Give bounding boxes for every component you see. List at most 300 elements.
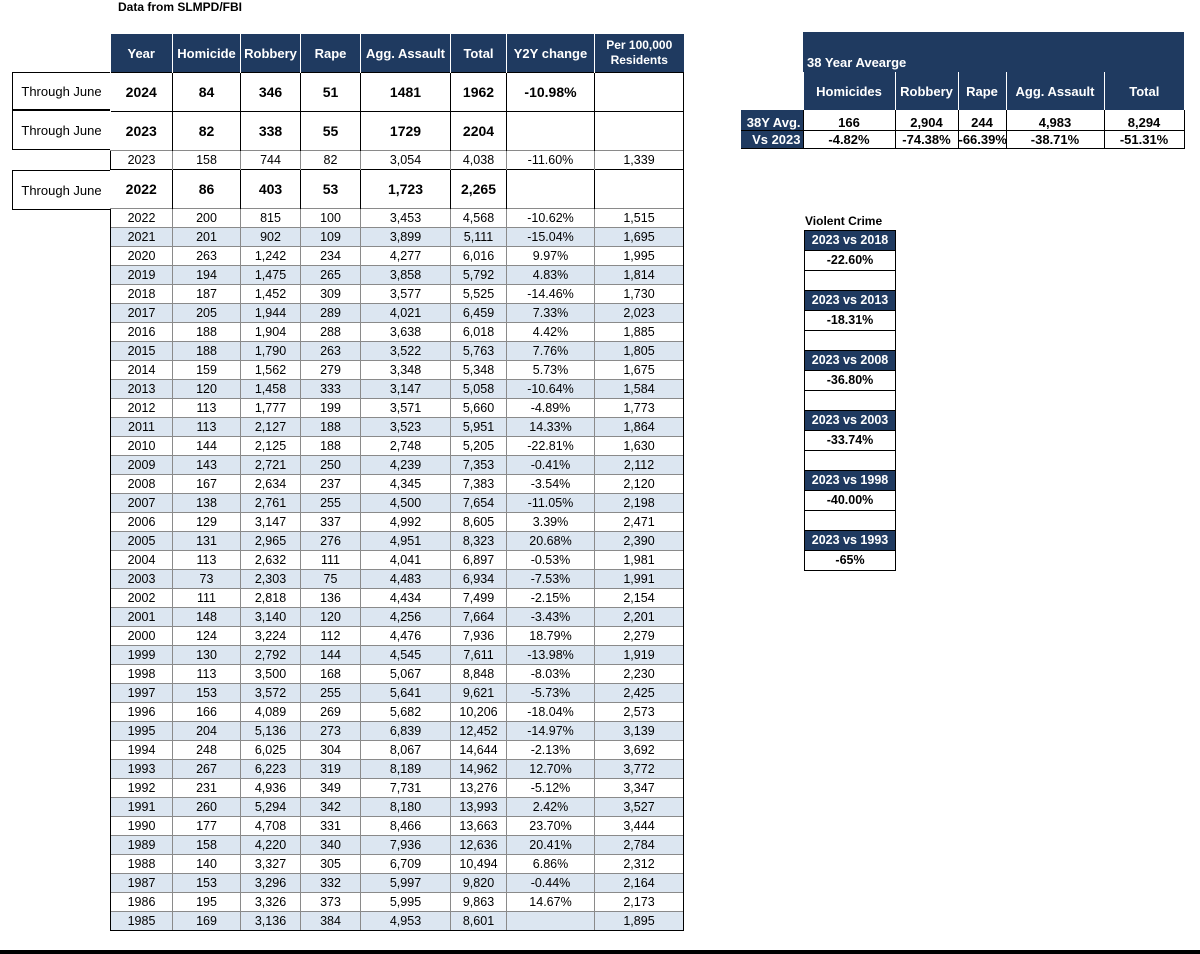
cell-homicide: 188 [173, 342, 241, 361]
cell-rape: 337 [301, 513, 361, 532]
cell-change: -11.60% [507, 151, 595, 170]
cell-per100k: 1,515 [595, 209, 684, 228]
cell-per100k: 3,139 [595, 722, 684, 741]
cell-per100k: 2,173 [595, 893, 684, 912]
cell-change: -2.13% [507, 741, 595, 760]
cell-year: 2005 [111, 532, 173, 551]
cell-change: 6.86% [507, 855, 595, 874]
cell-change: -4.89% [507, 399, 595, 418]
cell-homicide: 260 [173, 798, 241, 817]
cell-assault: 3,858 [361, 266, 451, 285]
cell-change: 20.68% [507, 532, 595, 551]
cell-year: 1990 [111, 817, 173, 836]
cell-change: 2.42% [507, 798, 595, 817]
cell-total: 7,499 [451, 589, 507, 608]
col-header-total: Total [451, 34, 507, 73]
cell-year: 2003 [111, 570, 173, 589]
cell-change: -10.98% [507, 73, 595, 112]
blank-cell [805, 390, 895, 410]
cell-rape: 168 [301, 665, 361, 684]
cell-year: 2020 [111, 247, 173, 266]
cell-per100k: 2,425 [595, 684, 684, 703]
cell-per100k: 2,198 [595, 494, 684, 513]
cell-robbery: 338 [241, 112, 301, 151]
cell-change: -10.64% [507, 380, 595, 399]
cell-rape: 273 [301, 722, 361, 741]
cell-assault: 1481 [361, 73, 451, 112]
cell-assault: 3,899 [361, 228, 451, 247]
cell-assault: 4,239 [361, 456, 451, 475]
cell-homicide: 159 [173, 361, 241, 380]
cell-assault: 4,041 [361, 551, 451, 570]
cell-robbery: 1,458 [241, 380, 301, 399]
cell-robbery: 3,136 [241, 912, 301, 931]
violent-crime-comparison [804, 230, 896, 291]
vs-value: -38.71% [1006, 131, 1104, 149]
table-row [111, 874, 684, 893]
cell-year: 2021 [111, 228, 173, 247]
cell-per100k: 1,695 [595, 228, 684, 247]
cell-year: 1991 [111, 798, 173, 817]
cell-change: -10.62% [507, 209, 595, 228]
cell-total: 10,206 [451, 703, 507, 722]
avg-header-rape: Rape [958, 72, 1006, 110]
table-row [111, 247, 684, 266]
cell-homicide: 263 [173, 247, 241, 266]
cell-total: 4,038 [451, 151, 507, 170]
cell-assault: 5,067 [361, 665, 451, 684]
cell-year: 2001 [111, 608, 173, 627]
cell-year: 1993 [111, 760, 173, 779]
cell-change: -14.97% [507, 722, 595, 741]
cell-homicide: 267 [173, 760, 241, 779]
avg-value: 166 [803, 110, 895, 131]
comparison-value: -65% [805, 550, 895, 570]
comparison-label: 2023 vs 1993 [805, 531, 895, 550]
cell-homicide: 113 [173, 399, 241, 418]
table-row [111, 855, 684, 874]
cell-total: 7,353 [451, 456, 507, 475]
cell-change: 14.67% [507, 893, 595, 912]
source-note: Data from SLMPD/FBI [118, 0, 243, 14]
cell-robbery: 1,904 [241, 323, 301, 342]
cell-assault: 4,483 [361, 570, 451, 589]
vs-value: -4.82% [803, 131, 895, 149]
cell-per100k: 2,573 [595, 703, 684, 722]
cell-total: 9,863 [451, 893, 507, 912]
cell-assault: 4,953 [361, 912, 451, 931]
cell-assault: 4,345 [361, 475, 451, 494]
cell-year: 1998 [111, 665, 173, 684]
cell-homicide: 187 [173, 285, 241, 304]
cell-year: 2015 [111, 342, 173, 361]
cell-total: 2,265 [451, 170, 507, 209]
cell-assault: 8,067 [361, 741, 451, 760]
cell-homicide: 158 [173, 836, 241, 855]
cell-year: 2002 [111, 589, 173, 608]
cell-homicide: 195 [173, 893, 241, 912]
cell-rape: 269 [301, 703, 361, 722]
table-row [111, 779, 684, 798]
cell-homicide: 204 [173, 722, 241, 741]
cell-per100k: 1,805 [595, 342, 684, 361]
cell-homicide: 129 [173, 513, 241, 532]
cell-robbery: 5,136 [241, 722, 301, 741]
comparison-value: -33.74% [805, 430, 895, 450]
cell-robbery: 3,296 [241, 874, 301, 893]
cell-rape: 333 [301, 380, 361, 399]
cell-per100k: 3,772 [595, 760, 684, 779]
cell-total: 6,018 [451, 323, 507, 342]
cell-robbery: 1,562 [241, 361, 301, 380]
cell-homicide: 111 [173, 589, 241, 608]
cell-year: 1997 [111, 684, 173, 703]
cell-robbery: 744 [241, 151, 301, 170]
cell-homicide: 167 [173, 475, 241, 494]
cell-rape: 234 [301, 247, 361, 266]
cell-year: 2004 [111, 551, 173, 570]
cell-rape: 188 [301, 418, 361, 437]
cell-change: 4.83% [507, 266, 595, 285]
cell-robbery: 6,223 [241, 760, 301, 779]
cell-assault: 4,256 [361, 608, 451, 627]
table-row [111, 342, 684, 361]
cell-robbery: 1,452 [241, 285, 301, 304]
cell-year: 1988 [111, 855, 173, 874]
cell-assault: 3,054 [361, 151, 451, 170]
cell-robbery: 346 [241, 73, 301, 112]
table-row [111, 893, 684, 912]
cell-homicide: 248 [173, 741, 241, 760]
cell-rape: 384 [301, 912, 361, 931]
cell-change: -2.15% [507, 589, 595, 608]
table-row [111, 209, 684, 228]
cell-per100k [595, 73, 684, 112]
cell-year: 1995 [111, 722, 173, 741]
cell-robbery: 3,147 [241, 513, 301, 532]
cell-homicide: 138 [173, 494, 241, 513]
cell-total: 8,848 [451, 665, 507, 684]
cell-per100k: 2,390 [595, 532, 684, 551]
cell-per100k [595, 112, 684, 151]
violent-crime-comparison [804, 470, 896, 531]
cell-rape: 263 [301, 342, 361, 361]
table-row [111, 228, 684, 247]
vs-row-label: Vs 2023 [741, 131, 803, 149]
through-june-row [111, 112, 684, 151]
cell-robbery: 1,242 [241, 247, 301, 266]
comparison-label: 2023 vs 2008 [805, 351, 895, 370]
cell-assault: 5,641 [361, 684, 451, 703]
cell-assault: 2,748 [361, 437, 451, 456]
cell-total: 9,820 [451, 874, 507, 893]
comparison-label: 2023 vs 1998 [805, 471, 895, 490]
cell-per100k: 1,885 [595, 323, 684, 342]
cell-change: -0.41% [507, 456, 595, 475]
cell-total: 6,897 [451, 551, 507, 570]
through-june-row [111, 170, 684, 209]
comparison-label: 2023 vs 2018 [805, 231, 895, 250]
col-header-per100k: Per 100,000 Residents [595, 34, 684, 73]
cell-assault: 4,951 [361, 532, 451, 551]
cell-change [507, 912, 595, 931]
cell-rape: 279 [301, 361, 361, 380]
col-header-year: Year [111, 34, 173, 73]
cell-per100k: 2,120 [595, 475, 684, 494]
cell-rape: 276 [301, 532, 361, 551]
cell-year: 2017 [111, 304, 173, 323]
cell-year: 1987 [111, 874, 173, 893]
cell-robbery: 2,125 [241, 437, 301, 456]
cell-assault: 6,709 [361, 855, 451, 874]
cell-rape: 305 [301, 855, 361, 874]
cell-homicide: 177 [173, 817, 241, 836]
cell-rape: 55 [301, 112, 361, 151]
table-row [111, 570, 684, 589]
cell-change: -8.03% [507, 665, 595, 684]
cell-robbery: 1,944 [241, 304, 301, 323]
cell-assault: 5,997 [361, 874, 451, 893]
cell-rape: 188 [301, 437, 361, 456]
cell-per100k: 3,347 [595, 779, 684, 798]
cell-change: -18.04% [507, 703, 595, 722]
table-row [111, 665, 684, 684]
table-row [111, 798, 684, 817]
cell-robbery: 4,708 [241, 817, 301, 836]
blank-cell [805, 510, 895, 530]
cell-year: 2016 [111, 323, 173, 342]
cell-homicide: 158 [173, 151, 241, 170]
cell-per100k: 3,444 [595, 817, 684, 836]
cell-homicide: 82 [173, 112, 241, 151]
cell-change: 18.79% [507, 627, 595, 646]
cell-assault: 1,723 [361, 170, 451, 209]
cell-change: 7.76% [507, 342, 595, 361]
cell-per100k: 3,692 [595, 741, 684, 760]
cell-rape: 255 [301, 494, 361, 513]
cell-homicide: 120 [173, 380, 241, 399]
cell-year: 2024 [111, 73, 173, 112]
cell-total: 5,951 [451, 418, 507, 437]
col-header-robbery: Robbery [241, 34, 301, 73]
table-row [111, 532, 684, 551]
through-june-label: Through June [12, 110, 110, 150]
table-row [111, 551, 684, 570]
cell-assault: 3,522 [361, 342, 451, 361]
cell-rape: 331 [301, 817, 361, 836]
table-row [111, 513, 684, 532]
cell-robbery: 403 [241, 170, 301, 209]
cell-change: -5.12% [507, 779, 595, 798]
cell-per100k: 1,864 [595, 418, 684, 437]
cell-year: 2009 [111, 456, 173, 475]
cell-per100k: 1,584 [595, 380, 684, 399]
cell-change: 9.97% [507, 247, 595, 266]
cell-robbery: 3,327 [241, 855, 301, 874]
comparison-label: 2023 vs 2013 [805, 291, 895, 310]
cell-rape: 112 [301, 627, 361, 646]
cell-rape: 82 [301, 151, 361, 170]
cell-assault: 3,147 [361, 380, 451, 399]
cell-per100k: 1,339 [595, 151, 684, 170]
cell-rape: 51 [301, 73, 361, 112]
cell-robbery: 2,761 [241, 494, 301, 513]
cell-rape: 349 [301, 779, 361, 798]
cell-year: 2022 [111, 209, 173, 228]
table-row [111, 418, 684, 437]
cell-rape: 100 [301, 209, 361, 228]
cell-homicide: 200 [173, 209, 241, 228]
cell-homicide: 148 [173, 608, 241, 627]
avg-value: 4,983 [1006, 110, 1104, 131]
cell-change: -3.54% [507, 475, 595, 494]
violent-crime-title: Violent Crime [805, 214, 883, 228]
cell-total: 5,763 [451, 342, 507, 361]
cell-total: 5,205 [451, 437, 507, 456]
cell-robbery: 3,224 [241, 627, 301, 646]
cell-year: 1994 [111, 741, 173, 760]
cell-robbery: 815 [241, 209, 301, 228]
table-row [111, 684, 684, 703]
cell-homicide: 84 [173, 73, 241, 112]
bottom-border [0, 950, 1200, 954]
cell-robbery: 2,632 [241, 551, 301, 570]
cell-rape: 53 [301, 170, 361, 209]
cell-per100k: 1,630 [595, 437, 684, 456]
cell-rape: 332 [301, 874, 361, 893]
cell-total: 4,568 [451, 209, 507, 228]
comparison-label: 2023 vs 2003 [805, 411, 895, 430]
cell-robbery: 6,025 [241, 741, 301, 760]
cell-per100k: 1,675 [595, 361, 684, 380]
table-row [111, 285, 684, 304]
cell-per100k: 1,995 [595, 247, 684, 266]
cell-total: 14,644 [451, 741, 507, 760]
cell-change: -14.46% [507, 285, 595, 304]
through-june-label: Through June [12, 72, 110, 110]
cell-year: 1985 [111, 912, 173, 931]
cell-robbery: 1,475 [241, 266, 301, 285]
comparison-value: -40.00% [805, 490, 895, 510]
cell-year: 2007 [111, 494, 173, 513]
table-row [111, 151, 684, 170]
avg-value: 244 [958, 110, 1006, 131]
cell-homicide: 231 [173, 779, 241, 798]
cell-robbery: 5,294 [241, 798, 301, 817]
cell-homicide: 124 [173, 627, 241, 646]
cell-total: 12,636 [451, 836, 507, 855]
comparison-value: -22.60% [805, 250, 895, 270]
cell-rape: 109 [301, 228, 361, 247]
cell-rape: 373 [301, 893, 361, 912]
cell-robbery: 2,818 [241, 589, 301, 608]
cell-rape: 342 [301, 798, 361, 817]
crime-table [110, 34, 684, 931]
cell-total: 5,348 [451, 361, 507, 380]
cell-robbery: 2,965 [241, 532, 301, 551]
cell-year: 2000 [111, 627, 173, 646]
cell-year: 1996 [111, 703, 173, 722]
cell-robbery: 3,572 [241, 684, 301, 703]
cell-year: 2008 [111, 475, 173, 494]
cell-homicide: 188 [173, 323, 241, 342]
cell-per100k: 2,312 [595, 855, 684, 874]
cell-rape: 304 [301, 741, 361, 760]
cell-assault: 6,839 [361, 722, 451, 741]
cell-per100k: 1,730 [595, 285, 684, 304]
table-row [111, 494, 684, 513]
table-row [111, 912, 684, 931]
cell-homicide: 166 [173, 703, 241, 722]
cell-total: 13,993 [451, 798, 507, 817]
cell-homicide: 86 [173, 170, 241, 209]
cell-homicide: 73 [173, 570, 241, 589]
cell-total: 6,016 [451, 247, 507, 266]
cell-change [507, 170, 595, 209]
table-row [111, 399, 684, 418]
cell-homicide: 113 [173, 551, 241, 570]
cell-rape: 289 [301, 304, 361, 323]
table-row [111, 703, 684, 722]
cell-year: 1989 [111, 836, 173, 855]
cell-assault: 4,500 [361, 494, 451, 513]
cell-change: 3.39% [507, 513, 595, 532]
cell-change: -0.53% [507, 551, 595, 570]
cell-rape: 111 [301, 551, 361, 570]
table-row [111, 627, 684, 646]
cell-per100k: 1,895 [595, 912, 684, 931]
avg-row-label: 38Y Avg. [741, 110, 803, 131]
avg-value: 8,294 [1104, 110, 1184, 131]
cell-homicide: 169 [173, 912, 241, 931]
avg-header-homicides: Homicides [803, 72, 895, 110]
cell-per100k: 2,784 [595, 836, 684, 855]
table-row [111, 589, 684, 608]
cell-homicide: 153 [173, 874, 241, 893]
cell-year: 2011 [111, 418, 173, 437]
cell-per100k: 1,773 [595, 399, 684, 418]
cell-assault: 3,348 [361, 361, 451, 380]
cell-robbery: 3,140 [241, 608, 301, 627]
cell-change: 20.41% [507, 836, 595, 855]
col-header-homicide: Homicide [173, 34, 241, 73]
cell-robbery: 902 [241, 228, 301, 247]
cell-robbery: 3,326 [241, 893, 301, 912]
table-row [111, 836, 684, 855]
table-row [111, 361, 684, 380]
comparison-value: -18.31% [805, 310, 895, 330]
cell-rape: 144 [301, 646, 361, 665]
cell-per100k: 2,471 [595, 513, 684, 532]
cell-total: 5,058 [451, 380, 507, 399]
cell-robbery: 2,792 [241, 646, 301, 665]
cell-assault: 5,995 [361, 893, 451, 912]
cell-assault: 4,476 [361, 627, 451, 646]
table-row [111, 380, 684, 399]
cell-assault: 8,189 [361, 760, 451, 779]
vs-value: -66.39% [958, 132, 1007, 147]
cell-assault: 4,021 [361, 304, 451, 323]
cell-total: 7,654 [451, 494, 507, 513]
cell-assault: 3,577 [361, 285, 451, 304]
cell-total: 1962 [451, 73, 507, 112]
avg-header-total: Total [1104, 72, 1184, 110]
cell-total: 5,525 [451, 285, 507, 304]
cell-total: 5,792 [451, 266, 507, 285]
violent-crime-comparison [804, 410, 896, 471]
cell-total: 2204 [451, 112, 507, 151]
table-row [111, 475, 684, 494]
